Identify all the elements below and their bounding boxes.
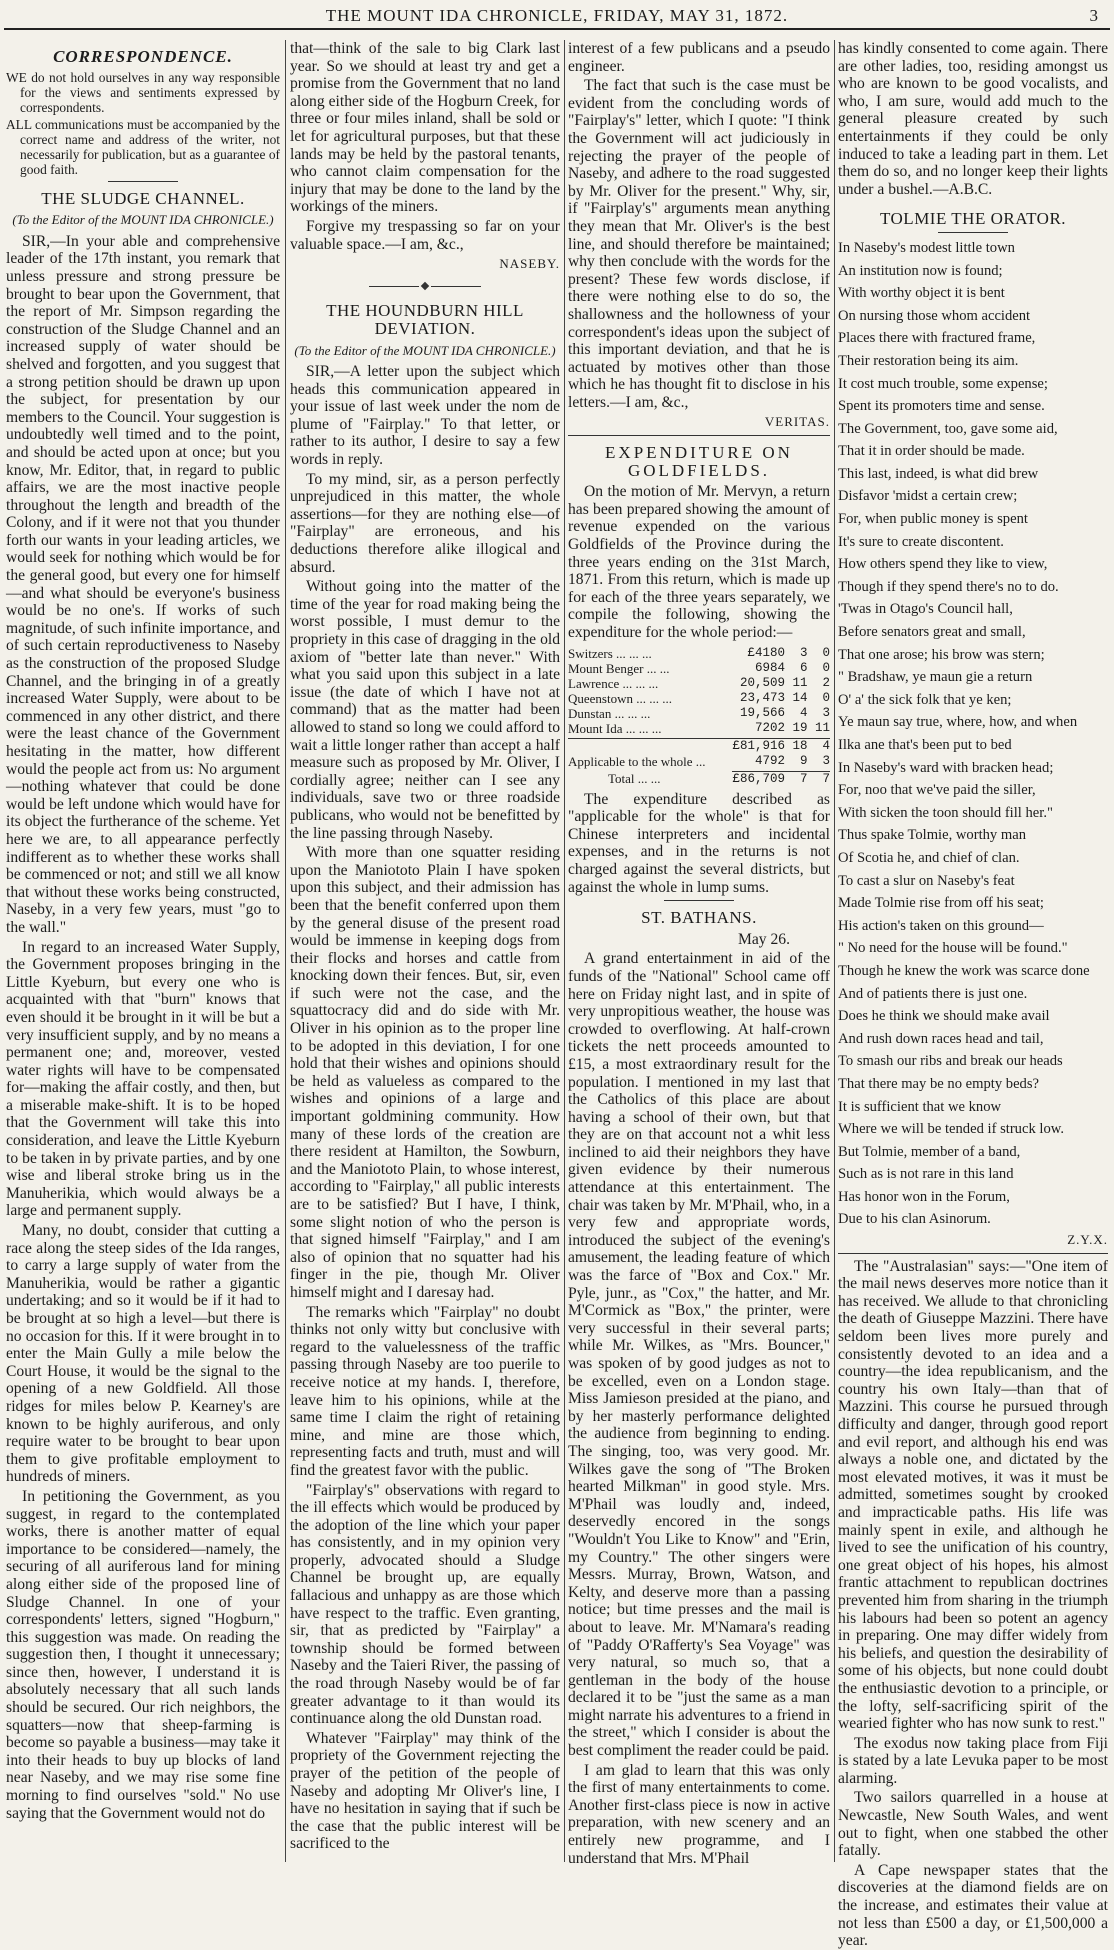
paragraph: The expenditure described as "applicable for the whole" is that for Chinese interpreters and incidental expenses, and in the returns is not charged against the several districts, but against the whole in lump sums. (568, 790, 830, 896)
divider (838, 1253, 1108, 1254)
article-title: ST. BATHANS. (641, 908, 757, 928)
poem-line: And of patients there is just one. (838, 985, 1028, 1002)
paragraph: SIR,—In your able and comprehensive leader of the 17th instant, you remark that unless pressure and strong pressure be brought to bear upon the Government, that the report of Mr. Simpson regarding the construction of the Sludge Channel and an increased supply of water should be shelved and forgotten, and you suggest that a strong petition should be drawn up upon the subject, for presentation by our members to the Council. Your suggestion is undoubtedly well timed and to the point, and should be acted upon at once; but you know, Mr. Editor, that, in regard to public affairs, we are the most inactive people throughout the length and breadth of the Colony, and if it were not that you thunder forth our wants in your leading articles, we would seek for nothing which would be for the general good, but every one for himself—and what should be everyone's business would be no one's. If works of such magnitude, of such infinite importance, and of such certain reproductiveness to Naseby as the construction of the proposed Sludge Channel, and the bringing in of a greatly increased Water Supply, were about to be commenced in any other district, and there were the least chance of the Government hesitating in the matter, how different would the people act from us: No argument—nothing whatever that could be done would be left undone which would have for its object the furtherance of the scheme. Yet here we are, to all appearance perfectly indifferent as to whether these works shall be commenced or not; and still we all know that without these works being constructed, Naseby, in a very few years, must "go to the wall." (6, 232, 280, 936)
poem-line: " Bradshaw, ye maun gie a return (838, 669, 1033, 686)
poem-line: Made Tolmie rise from off his seat; (838, 895, 1044, 912)
paragraph: On the motion of Mr. Mervyn, a return has been prepared showing the amount of revenue expended on the various Goldfields of the Province during the three years ending on the 31st March, 1871. From this return, which is made up for each of the three years separately, we compile the following, showing the expenditure for the whole period:— (568, 483, 830, 641)
paragraph: has kindly consented to come again. There are other ladies, too, residing amongst us who are known to be good vocalists, and who, I am sure, would add much to the general pleasure created by such entertainments if they could be only induced to take a leading part in them. Let them do so, and no longer keep their lights under a bushel.—A.B.C. (838, 40, 1108, 198)
column-divider (285, 40, 286, 1862)
poem-line: How others spend they like to view, (838, 556, 1048, 573)
paragraph: The exodus now taking place from Fiji is stated by a late Levuka paper to be most alarming. (838, 1734, 1108, 1787)
poem-line: Disfavor 'midst a certain crew; (838, 488, 1018, 505)
poem-line: To smash our ribs and break our heads (838, 1053, 1063, 1070)
table-row: Queenstown ... ... ... 23,473 14 0 (568, 690, 830, 706)
table-row: Mount Benger ... ... 6984 6 0 (568, 660, 830, 676)
poem-line: For, noo that we've paid the siller, (838, 782, 1036, 799)
column-divider (834, 40, 835, 1862)
poem-line: In Naseby's modest little town (838, 239, 1015, 256)
divider (108, 181, 178, 182)
poem-title: TOLMIE THE ORATOR. (879, 209, 1067, 229)
expenditure-table (568, 646, 830, 787)
poem-line: It is sufficient that we know (838, 1098, 1002, 1115)
newspaper-title: THE MOUNT IDA CHRONICLE, FRIDAY, MAY 31, 1872. (325, 6, 789, 25)
poem-line: That one arose; his brow was stern; (838, 646, 1045, 663)
table-row: Dunstan ... ... ... 19,566 4 3 (568, 705, 830, 721)
divider (568, 435, 830, 436)
poem-line: Thus spake Tolmie, worthy man (838, 827, 1026, 844)
poem-line: His action's taken on this ground— (838, 917, 1044, 934)
poem-line: It's sure to create discontent. (838, 533, 1004, 550)
poem-line: Has honor won in the Forum, (838, 1188, 1010, 1205)
column-4 (838, 40, 1108, 1950)
poem-line: On nursing those whom accident (838, 307, 1031, 324)
poem-line: " No need for the house will be found." (838, 940, 1068, 957)
paragraph: A Cape newspaper states that the discoveries at the diamond fields are on the increase, and estimates their value at not less than £500 a day, or £1,500,000 a year. (838, 1861, 1108, 1950)
poem-line: That there may be no empty beds? (838, 1075, 1039, 1092)
paragraph: A grand entertainment in aid of the funds of the "National" School came off here on Friday night last, and in spite of very unpropitious weather, the house was crowded to overflowing. At half-crown tickets the nett proceeds amounted to £15, a most extraordinary result for the population. I mentioned in my last that the Catholics of this place are about having a school of their own, but that they are on that account not a whit less inclined to aid their neighbors they have given evidence by their numerous attendance at this entertainment. The chair was taken by Mr. M'Phail, who, in a very few and appropriate words, introduced the subject of the evening's amusement, the leading feature of which was the farce of "Box and Cox." Mr. Pyle, junr., as "Cox," the hatter, and Mr. M'Cormick as "Box," the printer, were very successful in their several parts; while Mr. Wilkes, as "Mrs. Bouncer," was spoken of by good judges as not to be excelled, even on a London stage. Miss Jamieson presided at the piano, and by her masterly performance delighted the audience from beginning to ending. The singing, too, was very good. Mr. Wilkes gave the song of "The Broken hearted Milkman" in good style. Mrs. M'Phail was loudly and, indeed, deservedly encored in the songs "Wouldn't You Like to Know" and "Erin, my Country." The other singers were Messrs. Murray, Brown, Watson, and Kelty, and deserve more than a passing notice; but time presses and the mail is about to leave. Mr. M'Namara's reading of "Paddy O'Rafferty's Sea Voyage" was very natural, so much so, that a gentleman in the body of the house declared it to be "just the same as a man might narrate his adventures to a friend in the street," which I consider is about the best compliment the reader could be paid. (568, 950, 830, 1760)
masthead (0, 0, 1114, 30)
article-title: EXPENDITURE ON GOLDFIELDS. (605, 443, 793, 480)
poem-line: An institution now is found; (838, 262, 1003, 279)
ornament-divider (290, 277, 560, 295)
paragraph: "Fairplay's" observations with regard to the ill effects which would be produced by the adoption of the line which your paper has consistently, and in my opinion very properly, advocated should a Sludge Channel be brought up, are equally fallacious and unhappy as are those which have respect to the traffic. Even granting, sir, that as predicted by "Fairplay" a township should be formed between Naseby and the Taieri River, the passing of the road through Naseby would be of far greater advantage to it than would its continuance along the old Dunstan road. (290, 1481, 560, 1728)
letter-address: (To the Editor of the MOUNT IDA CHRONICLE.) (294, 342, 556, 358)
poem-line: And rush down races head and tail, (838, 1030, 1044, 1047)
paragraph: The "Australasian" says:—"One item of the mail news deserves more notice than it has received. We allude to that chronicling the death of Giuseppe Mazzini. There have seldom been lives more purely and consistently devoted to an idea and a country—the idea republicanism, and the country his own Italy—than that of Mazzini. This course he pursued through difficulty and danger, through good report and evil report, and although his end was always a noble one, and dictated by the most elevated motives, it was it must be admitted, sometimes sought by crooked and impracticable paths. His life was mainly spent in exile, and although he lived to see the unification of his country, one great object of his hopes, his almost frantic attachment to republican doctrines prevented him from sharing in the triumph his labours had been so potent an agency in preparing. One may differ widely from his beliefs, and question the desirability of some of his objects, but none could doubt the enthusiastic devotion to a principle, or the lofty, self-sacrificing spirit of the wearied fighter who has now sunk to rest." (838, 1257, 1108, 1733)
paragraph: In regard to an increased Water Supply, the Government proposes bringing in the Little Kyeburn, but every one who is acquainted with that "burn" knows that even should it be brought in it will be but a very insufficient supply, and by no means a permanent one; and, moreover, vested water rights will have to be compensated for—making the affair costly, and then, but a miserable make-shift. It is to be hoped that the Government will take this into consideration, and leave the Little Kyeburn to be taken in by private parties, and by one wise and liberal stroke bring us in the Manuherikia, which would always be a large and permanent supply. (6, 938, 280, 1220)
poem-line: But Tolmie, member of a band, (838, 1143, 1021, 1160)
paragraph: I am glad to learn that this was only the first of many entertainments to come. Another first-class piece is now in active preparation, with new scenery and an entirely new programme, and I understand that Mrs. M'Phail (568, 1761, 830, 1867)
column-divider (564, 40, 565, 1862)
letter-title: THE HOUNDBURN HILL DEVIATION. (326, 301, 524, 338)
poem-line: The Government, too, gave some aid, (838, 420, 1058, 437)
column-2 (290, 40, 560, 1860)
table-row: Applicable to the whole ... 4792 9 3 (568, 753, 830, 769)
poem (838, 237, 1108, 1231)
letter-title: THE SLUDGE CHANNEL. (41, 188, 245, 208)
letter-address: (To the Editor of the MOUNT IDA CHRONICLE.) (12, 212, 274, 228)
poem-line: 'Twas in Otago's Council hall, (838, 601, 1013, 618)
paragraph: Two sailors quarrelled in a house at Newcastle, New South Wales, and went out to fight, when one stabbed the other fatally. (838, 1789, 1108, 1860)
paragraph: Whatever "Fairplay" may think of the propriety of the Government rejecting the prayer of the petition of the people of Naseby and adopting Mr Oliver's line, I have no hesitation in saying that if such be the case that the public interest will be sacrificed to the (290, 1729, 560, 1853)
paragraph: Without going into the matter of the time of the year for road making being the worst possible, I must demur to the propriety in this case of dragging in the old axiom of "better late than never." With what you said upon this subject in a late issue (the date of which I have not at command) that as the matter had been allowed to stand so long we could afford to wait a little longer rather than accept a half measure such as proposed by Mr. Oliver, I cordially agree; neither can I see any individuals, save two or three roadside publicans, who would not be benefitted by the line passing through Naseby. (290, 578, 560, 842)
paragraph: The remarks which "Fairplay" no doubt thinks not only witty but conclusive with regard to the valuelessness of the traffic passing through Naseby are too puerile to receive notice at my hands. I, therefore, leave him to his opinions, while at the same time I claim the right of retaining mine, and mine are those which, representing facts and truth, must and will find the greatest favor with the public. (290, 1303, 560, 1479)
paragraph: Forgive my trespassing so far on your valuable space.—I am, &c., (290, 217, 560, 253)
page-number: 3 (1089, 6, 1098, 25)
paragraph: that—think of the sale to big Clark last year. So we should at least try and get a promise from the Government that no land along either side of the Hogburn Creek, for three or four miles inland, shall be sold or let for agricultural purposes, but that these lands may be held by the pastoral tenants, who cannot claim compensation for the injury that may be done to the land by the workings of the miners. (290, 40, 560, 216)
poem-line: Though if they spend there's no to do. (838, 578, 1059, 595)
poem-line: Their restoration being its aim. (838, 352, 1019, 369)
poem-line: It cost much trouble, some expense; (838, 375, 1048, 392)
poem-line: With sicken the toon should fill her." (838, 804, 1053, 821)
section-heading: CORRESPONDENCE. (53, 47, 233, 66)
table-subtotal: £81,916 18 4 (568, 738, 830, 754)
table-row: Mount Ida ... ... ... 7202 19 11 (568, 720, 830, 736)
masthead-rule (4, 28, 1110, 30)
signature: NASEBY. (499, 256, 560, 272)
paragraph: SIR,—A letter upon the subject which heads this communication appeared in your issue of last week under the nom de plume of "Fairplay." To that letter, or rather to its author, I desire to say a few words in reply. (290, 363, 560, 469)
poem-line: Does he think we should make avail (838, 1008, 1050, 1025)
poem-line: That it in order should be made. (838, 443, 1025, 460)
poem-line: Ilka ane that's been put to bed (838, 737, 1012, 753)
paragraph: The fact that such is the case must be evident from the concluding words of "Fairplay's" letter, which I quote: "I think the Government will act judiciously in rejecting the prayer of the people of Naseby, and adhere to the road suggested by Mr. Oliver for the present." Why, sir, if "Fairplay's" arguments mean anything they mean that Mr. Oliver's is the best line, and should therefore be maintained; why then conclude with the words for the present? These few words disclose, if there were nothing else to do so, the shallowness and the hollowness of your correspondent's ideas upon the subject of this important deviation, and that he is actuated by motives other than those which he has thought fit to disclose in his letters.—I am, &c., (568, 77, 830, 411)
poem-line: Before senators great and small, (838, 624, 1026, 641)
signature: VERITAS. (764, 414, 830, 430)
poem-line: Due to his clan Asinorum. (838, 1211, 991, 1228)
paragraph: In petitioning the Government, as you suggest, in regard to the contemplated works, there is another matter of equal importance to be considered—namely, the securing of all auriferous land for mining along either side of the proposed line of Sludge Channel. In one of your correspondents' letters, signed "Hogburn," this suggestion was made. On reading the suggestion then, I thought it unnecessary; since then, however, I understand it is absolutely necessary that all such lands should be secured. Our rich neighbors, the squatters—now that sheep-farming is become so payable a business—may take it into their heads to buy up blocks of land near Naseby, and we may rise some fine morning to find ourselves "sold." No use saying that the Government would not do (6, 1487, 280, 1822)
paragraph: To my mind, sir, as a person perfectly unprejudiced in this matter, the whole assertions—for they are nothing else—of "Fairplay" are erroneous, and his deductions therefore alike illogical and absurd. (290, 470, 560, 576)
signature: Z.Y.X. (1067, 1232, 1108, 1248)
poem-line: Spent its promoters time and sense. (838, 398, 1045, 415)
poem-line: Ye maun say true, where, how, and when (838, 714, 1078, 731)
column-3 (568, 40, 830, 1867)
poem-line: Of Scotia he, and chief of clan. (838, 849, 1020, 866)
poem-line: For, when public money is spent (838, 511, 1028, 528)
divider (938, 232, 1008, 233)
editorial-notice: ALL communications must be accompanied by the correct name and address of the writer, not necessarily for publication, but as a guarantee of good faith. (6, 116, 280, 177)
dateline: May 26. (738, 930, 790, 948)
poem-line: Such as is not rare in this land (838, 1166, 1014, 1183)
table-row: Lawrence ... ... ... 20,509 11 2 (568, 675, 830, 691)
paragraph: With more than one squatter residing upon the Maniototo Plain I have spoken upon this subject, and their admission has been that the benefit conferred upon them by the general disuse of the present road would be immense in keeping dogs from their flocks and horses and cattle from knocking down their fences. But, sir, even if such were not the case, and the squattocracy did and do side with Mr. Oliver in his opinion as to the proper line to be adopted in this deviation, I for one hold that their wishes and opinions should be held as valueless as compared to the wishes and opinions of a large and important goldmining community. How many of these lords of the creation are there resident at Hamilton, the Sowburn, and the Maniototo Plain, to whose interest, according to "Fairplay," all public interests are to be satisfied? But I have, I think, some slight notion of who the person is that signed himself "Fairplay," and I am also of opinion that no squatter had his finger in the pie, though Mr. Oliver himself might and I daresay had. (290, 844, 560, 1301)
poem-line: In Naseby's ward with bracken head; (838, 759, 1054, 776)
table-row: Switzers ... ... ... £4180 3 0 (568, 645, 830, 661)
poem-line: This last, indeed, is what did brew (838, 465, 1039, 482)
poem-line: Places there with fractured frame, (838, 330, 1036, 347)
paragraph: Many, no doubt, consider that cutting a race along the steep sides of the Ida ranges, to carry a large supply of water from the Manuherikia, would be rather a gigantic undertaking; and so it would be if it had to be brought at so high a level—but there is no occasion for this. If it were brought in to enter the Main Gully a mile below the Court House, it would be the signal to the opening of a new Goldfield. All those ridges for miles below P. Kearney's are known to be highly auriferous, and only require water to be brought to bear upon them to give profitable employment to hundreds of miners. (6, 1222, 280, 1486)
paragraph: interest of a few publicans and a pseudo engineer. (568, 40, 830, 75)
poem-line: With worthy object it is bent (838, 285, 1005, 302)
poem-line: To cast a slur on Naseby's feat (838, 872, 1015, 889)
divider (664, 900, 734, 901)
column-1 (6, 40, 280, 1860)
table-total: Total ... ... £86,709 7 7 (608, 770, 830, 786)
poem-line: O' a' the sick folk that ye ken; (838, 691, 1012, 708)
poem-line: Though he knew the work was scarce done (838, 962, 1090, 979)
poem-line: Where we will be tended if struck low. (838, 1121, 1064, 1138)
editorial-notice: WE do not hold ourselves in any way responsible for the views and sentiments expressed by correspondents. (6, 69, 280, 115)
